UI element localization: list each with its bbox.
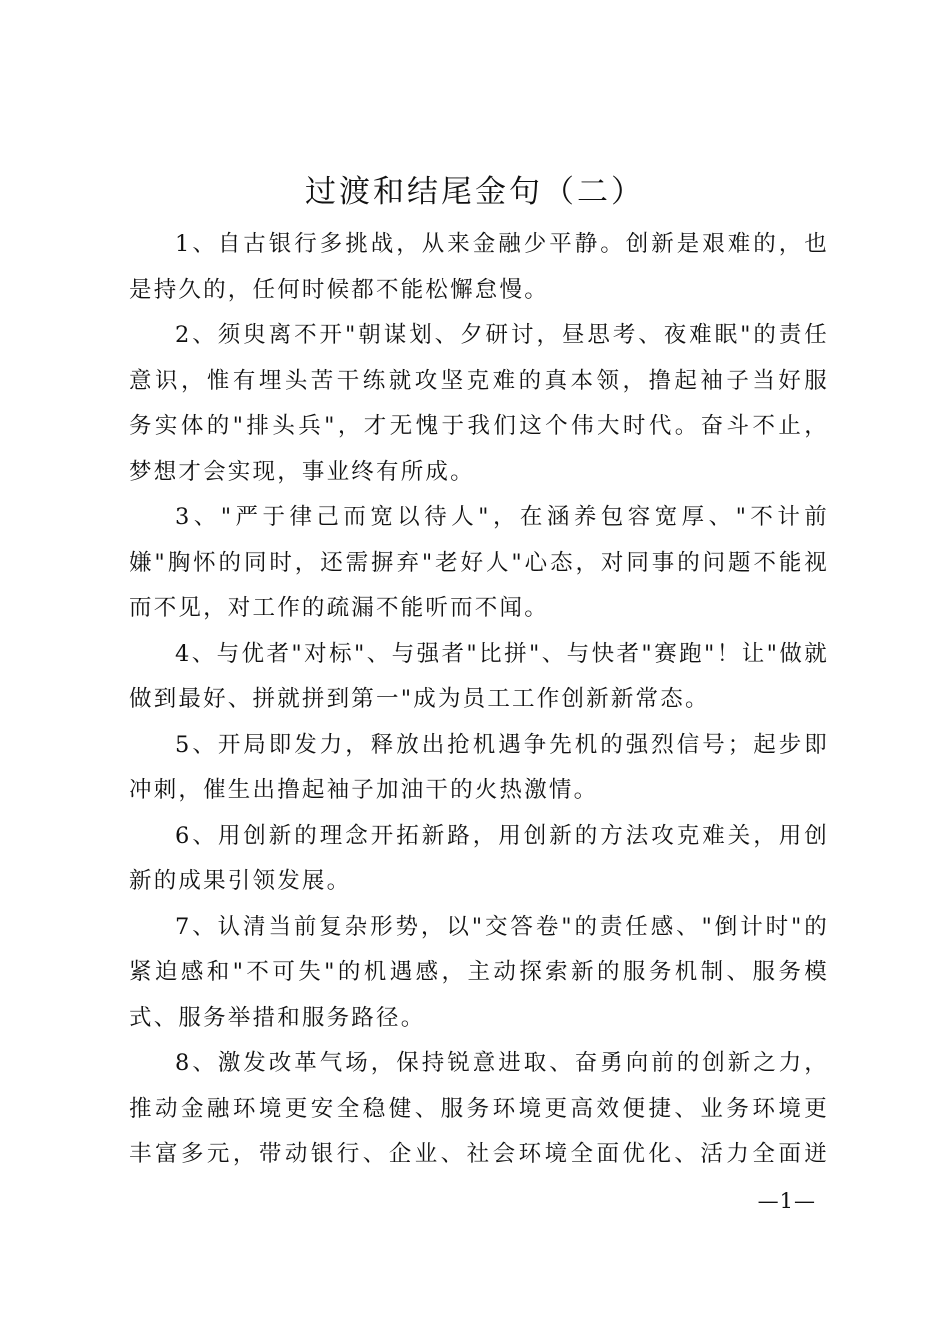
paragraph-5 (129, 723, 829, 814)
paragraph-line: 3、"严于律己而宽以待人"，在涵养包容宽厚、"不计前 (175, 504, 829, 530)
paragraph-line: 6、用创新的理念开拓新路，用创新的方法攻克难关，用创 (175, 822, 829, 849)
paragraph-2 (129, 313, 829, 495)
paragraph-3 (129, 495, 829, 632)
paragraph-line: 务实体的"排头兵"，才无愧于我们这个伟大时代。奋斗不止， (129, 413, 829, 439)
paragraph-line: 嫌"胸怀的同时，还需摒弃"老好人"心态，对同事的问题不能视 (129, 549, 829, 576)
paragraph-line: 8、激发改革气场，保持锐意进取、奋勇向前的创新之力， (175, 1050, 829, 1076)
document-body (129, 222, 829, 1178)
paragraph-line: 式、服务举措和服务路径。 (129, 1004, 426, 1031)
paragraph-line: 5、开局即发力，释放出抢机遇争先机的强烈信号；起步即 (175, 731, 829, 758)
paragraph-line: 做到最好、拼就拼到第一"成为员工工作创新新常态。 (129, 686, 710, 712)
paragraph-7 (129, 905, 829, 1042)
paragraph-line: 推动金融环境更安全稳健、服务环境更高效便捷、业务环境更 (129, 1095, 829, 1122)
paragraph-line: 是持久的，任何时候都不能松懈怠慢。 (129, 276, 549, 303)
paragraph-4 (129, 632, 829, 723)
paragraph-1 (129, 222, 829, 313)
page-number: —1— (757, 1189, 816, 1213)
paragraph-line: 意识，惟有埋头苦干练就攻坚克难的真本领，撸起袖子当好服 (129, 367, 829, 394)
paragraph-line: 4、与优者"对标"、与强者"比拼"、与快者"赛跑"！让"做就 (175, 640, 829, 667)
paragraph-line: 丰富多元，带动银行、企业、社会环境全面优化、活力全面迸 (129, 1141, 829, 1167)
paragraph-line: 新的成果引领发展。 (129, 868, 352, 894)
paragraph-line: 1、自古银行多挑战，从来金融少平静。创新是艰难的，也 (175, 231, 829, 257)
paragraph-line: 冲刺，催生出撸起袖子加油干的火热激情。 (129, 777, 599, 803)
paragraph-line: 紧迫感和"不可失"的机遇感，主动探索新的服务机制、服务模 (129, 959, 829, 985)
paragraph-line: 7、认清当前复杂形势，以"交答卷"的责任感、"倒计时"的 (175, 913, 829, 940)
document-title: 过渡和结尾金句（二） (305, 174, 645, 210)
paragraph-line: 2、须臾离不开"朝谋划、夕研讨，昼思考、夜难眠"的责任 (175, 322, 829, 348)
paragraph-line: 梦想才会实现，事业终有所成。 (129, 458, 475, 485)
paragraph-8 (129, 1041, 829, 1178)
paragraph-line: 而不见，对工作的疏漏不能听而不闻。 (129, 595, 549, 621)
paragraph-6 (129, 814, 829, 905)
